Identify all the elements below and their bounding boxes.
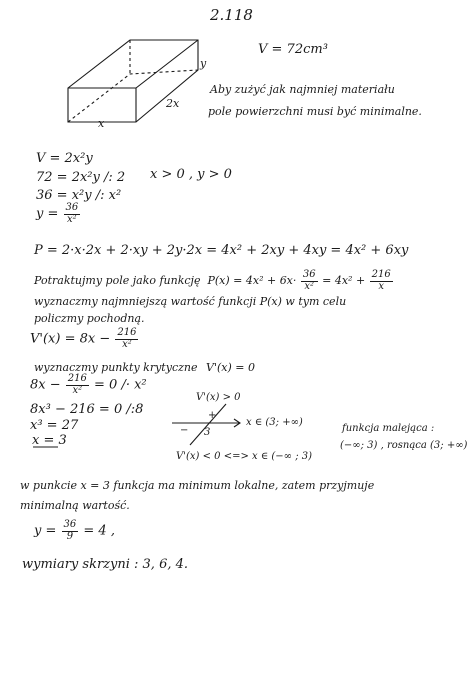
fraction-denominator: x² bbox=[122, 338, 132, 350]
derivative-line bbox=[30, 328, 139, 350]
fraction-216-over-x2 bbox=[115, 328, 138, 350]
area-formula: P = 2·x·2x + 2·xy + 2y·2x = 4x² + 2xy + 4xy = 4x² + 6xy bbox=[34, 243, 409, 258]
problem-number: 2.118 bbox=[210, 6, 253, 24]
fraction-numerator: 36 bbox=[65, 202, 79, 213]
function-line-2: wyznaczmy najmniejszą wartość funkcji P(x) w tym celu bbox=[34, 295, 347, 308]
sign-negative: V'(x) < 0 <=> x ∈ (−∞ ; 3) bbox=[176, 451, 313, 462]
sign-positive: V'(x) > 0 bbox=[196, 392, 241, 403]
function-expr: P(x) = 4x² + 6x· bbox=[207, 274, 297, 287]
fraction-denominator: x² bbox=[72, 384, 83, 396]
function-expr-rest: = 4x² + bbox=[322, 274, 366, 287]
label-x: x bbox=[98, 117, 105, 130]
conclusion-line-2: minimalną wartość. bbox=[20, 499, 130, 512]
derivation-line-3: 36 = x²y /: x² bbox=[36, 188, 122, 203]
critical-line-3: 8x³ − 216 = 0 /:8 bbox=[30, 402, 144, 417]
result-rhs: = 4 , bbox=[83, 523, 115, 539]
sign-three: 3 bbox=[204, 427, 211, 438]
critical-line-1: wyznaczmy punkty krytyczne bbox=[34, 361, 198, 374]
box-hidden-edges bbox=[68, 70, 198, 122]
derivative-lhs: V'(x) = 8x − bbox=[30, 331, 111, 347]
function-line-3: policzmy pochodną. bbox=[34, 312, 145, 325]
derivation-line-2: 72 = 2x²y /: 2 bbox=[36, 170, 126, 185]
fraction-denominator: x² bbox=[304, 280, 315, 292]
box-top-edges bbox=[68, 40, 198, 88]
function-line-1 bbox=[34, 270, 394, 292]
critical-expr: 8x − bbox=[30, 377, 61, 393]
label-y: y bbox=[200, 57, 207, 70]
fraction-216-over-x bbox=[370, 270, 393, 292]
sign-positive-set: x ∈ (3; +∞) bbox=[246, 417, 303, 428]
fraction-216-over-x2 bbox=[66, 374, 89, 396]
fraction-36-over-9 bbox=[62, 520, 79, 542]
result-lhs: y = bbox=[34, 523, 57, 539]
intro-line-2: pole powierzchni musi być minimalne. bbox=[208, 105, 422, 118]
fraction-36-over-x2 bbox=[64, 203, 81, 225]
sign-minus: − bbox=[180, 425, 189, 436]
final-answer: wymiary skrzyni : 3, 6, 4. bbox=[22, 557, 189, 572]
fraction-numerator: 36 bbox=[302, 269, 316, 280]
derivation-line-1: V = 2x²y bbox=[36, 151, 93, 166]
domain-condition: x > 0 , y > 0 bbox=[150, 167, 232, 182]
fraction-numerator: 216 bbox=[117, 327, 137, 338]
function-text: Potraktujmy pole jako funkcję bbox=[34, 274, 201, 287]
monotonic-line-2: (−∞; 3) , rosnąca (3; +∞) bbox=[340, 440, 468, 451]
conclusion-line-1: w punkcie x = 3 funkcja ma minimum lokalne, zatem przyjmuje bbox=[20, 479, 375, 492]
given-volume: V = 72cm³ bbox=[258, 42, 328, 57]
fraction-numerator: 216 bbox=[371, 269, 391, 280]
fraction-denominator: x² bbox=[67, 213, 77, 225]
critical-solution: x = 3 bbox=[32, 433, 67, 448]
critical-line-2 bbox=[30, 374, 147, 396]
critical-line-4: x³ = 27 bbox=[30, 418, 79, 433]
result-line bbox=[34, 520, 115, 542]
critical-condition: V'(x) = 0 bbox=[206, 361, 255, 374]
derivation-line-4 bbox=[36, 203, 81, 225]
label-2x: 2x bbox=[166, 97, 180, 110]
intro-line-1: Aby zużyć jak najmniej materiału bbox=[210, 83, 395, 96]
derivation-line-4-lhs: y = bbox=[36, 206, 59, 222]
sign-plus: + bbox=[208, 410, 217, 421]
monotonic-line-1: funkcja malejąca : bbox=[342, 423, 435, 434]
fraction-denominator: x bbox=[378, 280, 385, 292]
critical-expr-rest: = 0 /· x² bbox=[94, 377, 147, 393]
fraction-denominator: 9 bbox=[66, 530, 74, 542]
fraction-36-over-x2 bbox=[301, 270, 318, 292]
fraction-numerator: 36 bbox=[63, 519, 77, 530]
fraction-numerator: 216 bbox=[67, 373, 87, 384]
